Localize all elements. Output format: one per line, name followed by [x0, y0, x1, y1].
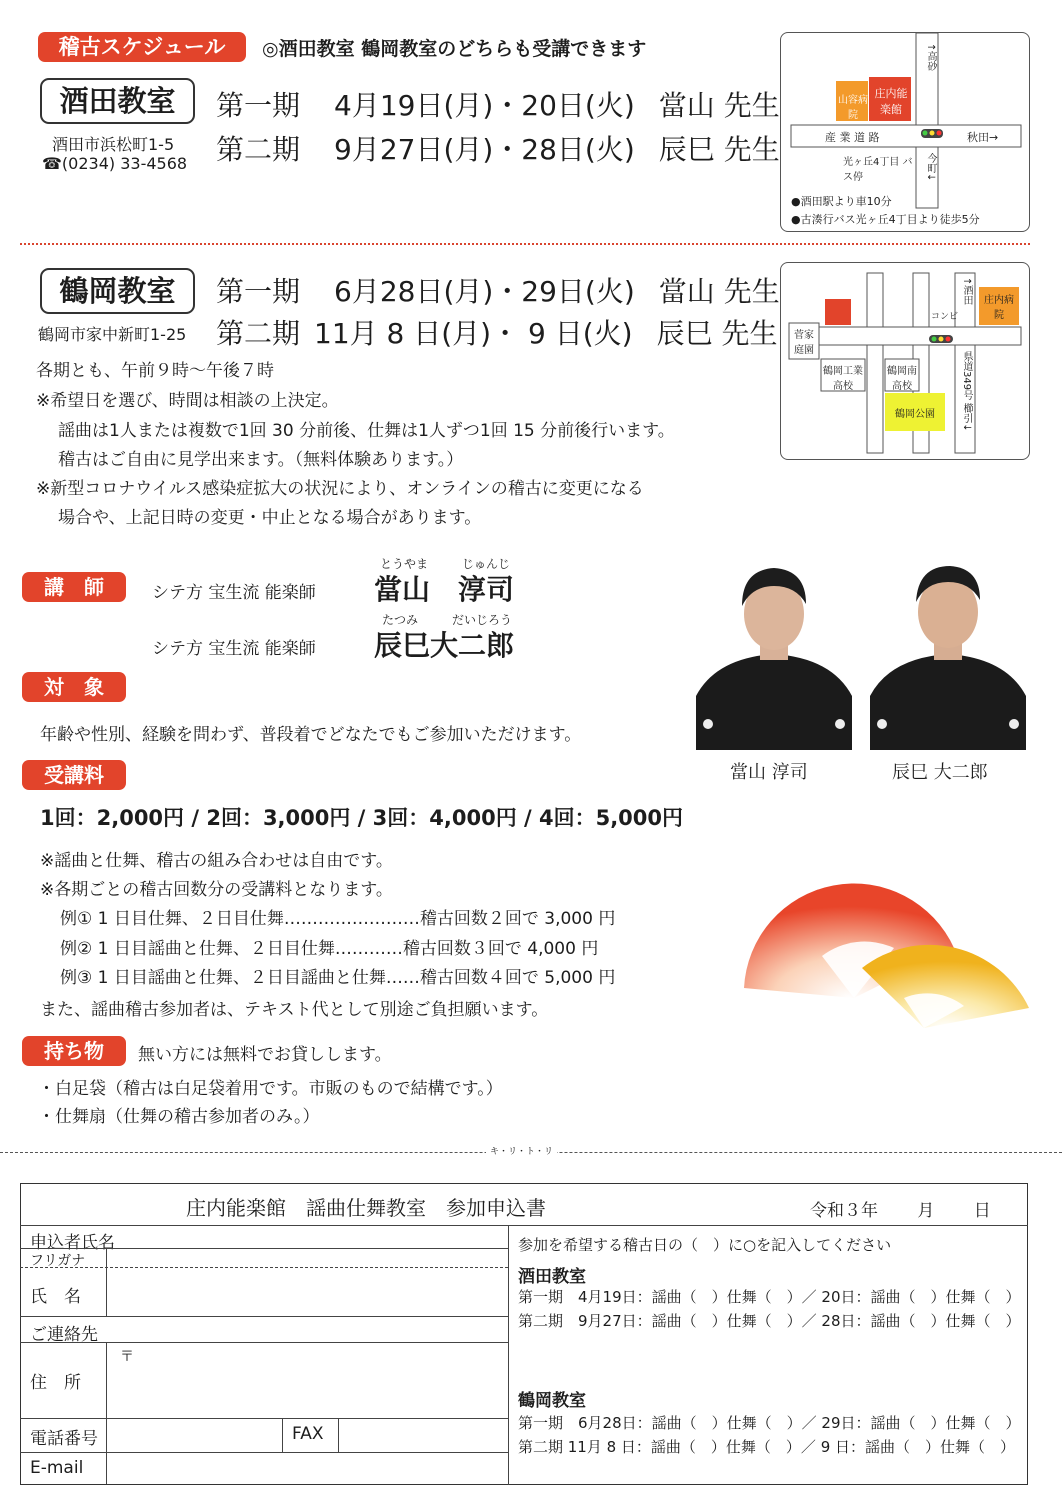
form-rule	[20, 1316, 508, 1317]
map2-school1: 鶴岡工業高校	[823, 366, 863, 392]
schedule-tag: 稽古スケジュール	[38, 32, 246, 62]
teacher1-photo	[696, 546, 852, 750]
form-col-line	[338, 1418, 339, 1452]
teacher1-ruby-b: じゅんじ	[462, 557, 511, 571]
tsuruoka-term2: 第二期 11月 8 日(月)・ 9 日(火) 辰巳 先生	[216, 317, 778, 350]
form-rule	[20, 1225, 1028, 1226]
form-address-label: 住 所	[30, 1373, 81, 1393]
teacher1-caption: 當山 淳司	[730, 762, 808, 783]
target-text: 年齢や性別、経験を問わず、普段着でどなたでもご参加いただけます。	[40, 725, 582, 745]
map2-garden: 菅家庭園	[794, 330, 814, 356]
map1-note2: ●古湊行バス光ヶ丘4丁目より徒歩5分	[791, 213, 980, 226]
form-tsuruoka-heading: 鶴岡教室	[518, 1391, 586, 1411]
tsuruoka-name: 鶴岡教室	[40, 268, 195, 314]
teacher2-name: 辰巳大二郎	[374, 629, 515, 662]
sakata-term1: 第一期 4月19日(月)・20日(火) 當山 先生	[216, 89, 780, 122]
items-1: ・白足袋（稽古は白足袋着用です。市販のもので結構です。）	[38, 1079, 503, 1099]
note-3: 稽古はご自由に見学出来ます。（無料体験あります。）	[58, 450, 464, 470]
map2-hospital: 庄内病院	[984, 295, 1014, 321]
fee-extra: また、謡曲稽古参加者は、テキスト代として別途ご負担願います。	[40, 1000, 549, 1020]
sakata-address: 酒田市浜松町1-5	[52, 135, 175, 154]
form-furigana-label: フリガナ	[30, 1253, 86, 1269]
map1-hospital: 山容病院	[838, 95, 868, 121]
name-field[interactable]	[108, 1270, 506, 1314]
fee-example-3: 例③ 1 日目謡曲と仕舞、２日目謡曲と仕舞……稽古回数４回で 5,000 円	[60, 968, 616, 988]
teachers-tag: 講 師	[22, 572, 126, 602]
teacher2-portrait	[870, 546, 1026, 750]
note-5: 場合や、上記日時の変更・中止となる場合があります。	[58, 508, 482, 528]
tsuruoka-map	[780, 262, 1030, 460]
map1-bus: 光ヶ丘4丁目 バス停	[843, 157, 913, 183]
fee-example-1: 例① 1 日目仕舞、２日目仕舞……………………稽古回数２回で 3,000 円	[60, 909, 616, 929]
sakata-term2: 第二期 9月27日(月)・28日(火) 辰巳 先生	[216, 133, 780, 166]
teacher1-portrait	[696, 546, 852, 750]
form-name-heading: 申込者氏名	[30, 1233, 115, 1253]
map2-school2: 鶴岡南高校	[887, 366, 917, 392]
cut-label: キ・リ・ト・リ	[486, 1144, 557, 1157]
teacher1-name: 當山 淳司	[374, 573, 515, 606]
fee-example-2: 例② 1 日目謡曲と仕舞、２日目仕舞…………稽古回数３回で 4,000 円	[60, 939, 599, 959]
header-note: ◎酒田教室 鶴岡教室のどちらも受講できます	[262, 38, 647, 60]
teacher1-role: シテ方 宝生流 能楽師	[152, 583, 316, 603]
map2-park: 鶴岡公園	[895, 409, 935, 420]
map1-hall: 庄内能楽館	[874, 87, 908, 116]
form-tsuruoka-term2[interactable]: 第二期 11月 8 日：謡曲（ ）仕舞（ ）／ 9 日：謡曲（ ）仕舞（ ）	[518, 1438, 1016, 1456]
form-contact-heading: ご連絡先	[30, 1325, 98, 1345]
note-hours: 各期とも、午前９時〜午後７時	[36, 361, 274, 381]
map2-conv: コンビ	[931, 312, 959, 322]
form-sakata-term2[interactable]: 第二期 9月27日：謡曲（ ）仕舞（ ）／ 28日：謡曲（ ）仕舞（ ）	[518, 1312, 1021, 1330]
teacher2-photo	[870, 546, 1026, 750]
teacher1-ruby-a: とうやま	[380, 557, 429, 571]
email-field[interactable]	[108, 1454, 506, 1482]
fee-price: 1回：2,000円 / 2回：3,000円 / 3回：4,000円 / 4回：5,000円	[40, 806, 684, 830]
sakata-name: 酒田教室	[40, 78, 195, 124]
phone-field[interactable]	[108, 1420, 280, 1450]
form-instruction: 参加を希望する稽古日の（ ）に○を記入してください	[518, 1236, 892, 1254]
form-rule	[20, 1267, 508, 1268]
form-col-line	[282, 1418, 283, 1452]
fax-field[interactable]	[340, 1420, 506, 1450]
note-4: ※新型コロナウイルス感染症拡大の状況により、オンラインの稽古に変更になる	[36, 479, 644, 499]
note-1: ※希望日を選び、時間は相談の上決定。	[36, 391, 339, 411]
section-divider	[20, 243, 1030, 245]
teacher2-ruby-b: だいじろう	[452, 613, 513, 627]
tsuruoka-term1: 第一期 6月28日(月)・29日(火) 當山 先生	[216, 275, 780, 308]
map1-road: 産 業 道 路	[825, 131, 880, 144]
form-title: 庄内能楽館 謡曲仕舞教室 参加申込書	[186, 1196, 546, 1220]
form-sakata-term1[interactable]: 第一期 4月19日：謡曲（ ）仕舞（ ）／ 20日：謡曲（ ）仕舞（ ）	[518, 1288, 1021, 1306]
form-col-line	[106, 1248, 107, 1316]
form-date: 令和３年 月 日	[810, 1201, 991, 1221]
items-note: 無い方には無料でお貸しします。	[138, 1045, 392, 1065]
form-rule	[20, 1248, 508, 1249]
fee-tag: 受講料	[22, 760, 126, 790]
map2-route: 県道349号 櫛引↓	[961, 351, 972, 432]
form-fax-label: FAX	[292, 1424, 324, 1444]
sakata-tel: ☎(0234) 33-4568	[42, 154, 188, 173]
form-postal-mark: 〒	[120, 1349, 134, 1365]
map1-note1: ●酒田駅より車10分	[791, 195, 892, 208]
teacher2-ruby-a: たつみ	[382, 613, 419, 627]
map2-north: ↑酒田	[961, 277, 972, 306]
address-field[interactable]	[132, 1346, 504, 1416]
fee-line-1: ※謡曲と仕舞、稽古の組み合わせは自由です。	[40, 851, 393, 871]
form-rule	[20, 1418, 508, 1419]
furigana-field[interactable]	[108, 1250, 506, 1266]
map1-south: 今町↓	[925, 153, 936, 182]
map1-north: ↑高砂	[925, 43, 936, 72]
form-phone-label: 電話番号	[30, 1429, 98, 1449]
fee-line-2: ※各期ごとの稽古回数分の受講料となります。	[40, 880, 393, 900]
form-rule	[20, 1452, 508, 1453]
form-email-label: E-mail	[30, 1458, 84, 1478]
teacher2-caption: 辰巳 大二郎	[892, 762, 988, 783]
tsuruoka-address: 鶴岡市家中新町1-25	[38, 325, 187, 344]
items-tag: 持ち物	[22, 1036, 126, 1066]
map1-east: 秋田→	[967, 131, 999, 144]
target-tag: 対 象	[22, 672, 126, 702]
form-sakata-heading: 酒田教室	[518, 1267, 586, 1287]
teacher2-role: シテ方 宝生流 能楽師	[152, 639, 316, 659]
form-name-label: 氏 名	[30, 1287, 81, 1307]
form-tsuruoka-term1[interactable]: 第一期 6月28日：謡曲（ ）仕舞（ ）／ 29日：謡曲（ ）仕舞（ ）	[518, 1414, 1021, 1432]
fans-illustration	[734, 878, 1034, 1038]
form-col-line	[106, 1342, 107, 1484]
form-divider	[508, 1225, 509, 1485]
sakata-map	[780, 32, 1030, 232]
note-2: 謡曲は1人または複数で1回 30 分前後、仕舞は1人ずつ1回 15 分前後行います。	[58, 421, 675, 441]
form-rule	[20, 1342, 508, 1343]
items-2: ・仕舞扇（仕舞の稽古参加者のみ。）	[38, 1107, 320, 1127]
